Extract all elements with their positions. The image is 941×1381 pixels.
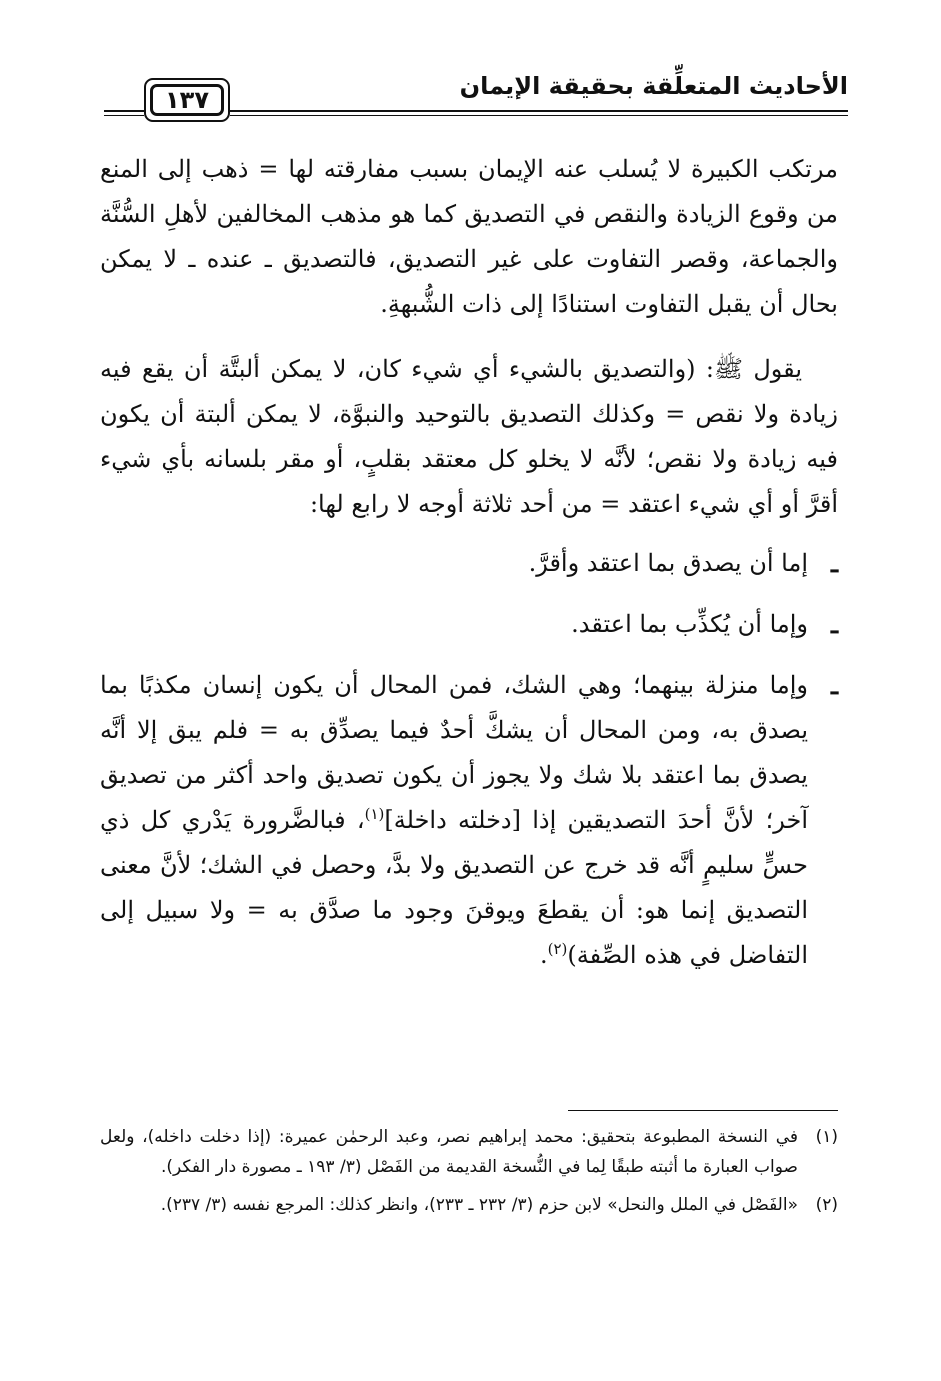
footnote	[100, 1122, 838, 1182]
footnote-number: (١)	[815, 1127, 838, 1147]
list-item	[100, 663, 838, 978]
header-rule-short	[104, 110, 144, 116]
dash-bullet-icon: ـ	[830, 671, 838, 700]
list-item-text: إما أن يصدق بما اعتقد وأقرَّ.	[528, 549, 808, 577]
footnote-text: «الفَصْل في الملل والنحل» لابن حزم (٣/ ٢٣٢ ـ ٢٣٣)، وانظر كذلك: المرجع نفسه (٣/ ٢٣٧).	[160, 1195, 798, 1215]
body-text	[100, 147, 838, 994]
footnotes	[100, 1122, 838, 1228]
running-title: الأحاديث المتعلِّقة بحقيقة الإيمان	[459, 72, 848, 100]
list-item	[100, 541, 838, 586]
page-number: ١٣٧	[150, 84, 224, 116]
page-number-frame	[144, 78, 230, 122]
footnote-text: في النسخة المطبوعة بتحقيق: محمد إبراهيم نصر، وعبد الرحمٰن عميرة: (إذا دخلت داخله)، ولعل صواب العبارة ما أثبته طبقًا لِما في النُّسخة القديمة من الفَصْل (٣/ ١٩٣ ـ مصورة دار الفكر).	[100, 1127, 798, 1177]
dash-bullet-icon: ـ	[830, 610, 838, 639]
list-item	[100, 602, 838, 647]
running-header	[104, 66, 848, 126]
dash-bullet-icon: ـ	[830, 549, 838, 578]
footnote-ref[interactable]: (١)	[364, 805, 385, 823]
footnote-ref[interactable]: (٢)	[547, 940, 568, 958]
footnote-number: (٢)	[815, 1195, 838, 1215]
paragraph-quote: يقول ﷺ: (والتصديق بالشيء أي شيء كان، لا يمكن ألبتَّة أن يقع فيه زيادة ولا نقص = وكذلك التصديق بالتوحيد والنبوَّة، لا يمكن ألبتة أن يكون فيه زيادة ولا نقص؛ لأنَّه لا يخلو كل معتقد بقلبٍ، أو مقر بلسانه بأي شيء أقرَّ أو أي شيء اعتقد = من أحد ثلاثة أوجه لا رابع لها:	[100, 355, 838, 518]
list-item-text: وإما منزلة بينهما؛ وهي الشك، فمن المحال أن يكون إنسان مكذبًا بما يصدق به، ومن المحال أن يشكَّ أحدٌ فيما يصدِّق به = فلم يبق إلا أنَّه يصدق بما اعتقد بلا شك ولا يجوز أن يكون تصديق واحد أكثر من تصديق آخر؛ لأنَّ أحدَ التصديقين إذا [دخلته داخلة]	[100, 671, 808, 834]
bullet-list	[100, 541, 838, 978]
header-rule	[230, 110, 848, 116]
paragraph: مرتكب الكبيرة لا يُسلب عنه الإيمان بسبب مفارقته لها = ذهب إلى المنع من وقوع الزيادة والنقص في التصديق كما هو مذهب المخالفين لأهلِ السُّنَّة والجماعة، وقصر التفاوت على غير التصديق، فالتصديق ـ عنده ـ لا يمكن بحال أن يقبل التفاوت استنادًا إلى ذات الشُّبهةِ.	[100, 155, 838, 318]
list-item-text-continued: ، فبالضَّرورة يَدْري كل ذي حسٍّ سليمٍ أنَّه قد خرج عن التصديق ولا بدَّ، وحصل في الشك؛ لأنَّ معنى التصديق إنما هو: أن يقطعَ ويوقنَ وجود ما صدَّق به = ولا سبيل إلى التفاضل في هذه الصِّفة)	[100, 806, 808, 969]
footnote-separator	[568, 1110, 838, 1111]
footnote	[100, 1190, 838, 1220]
list-item-text-end: .	[539, 941, 548, 969]
list-item-text: وإما أن يُكذِّب بما اعتقد.	[571, 610, 808, 638]
